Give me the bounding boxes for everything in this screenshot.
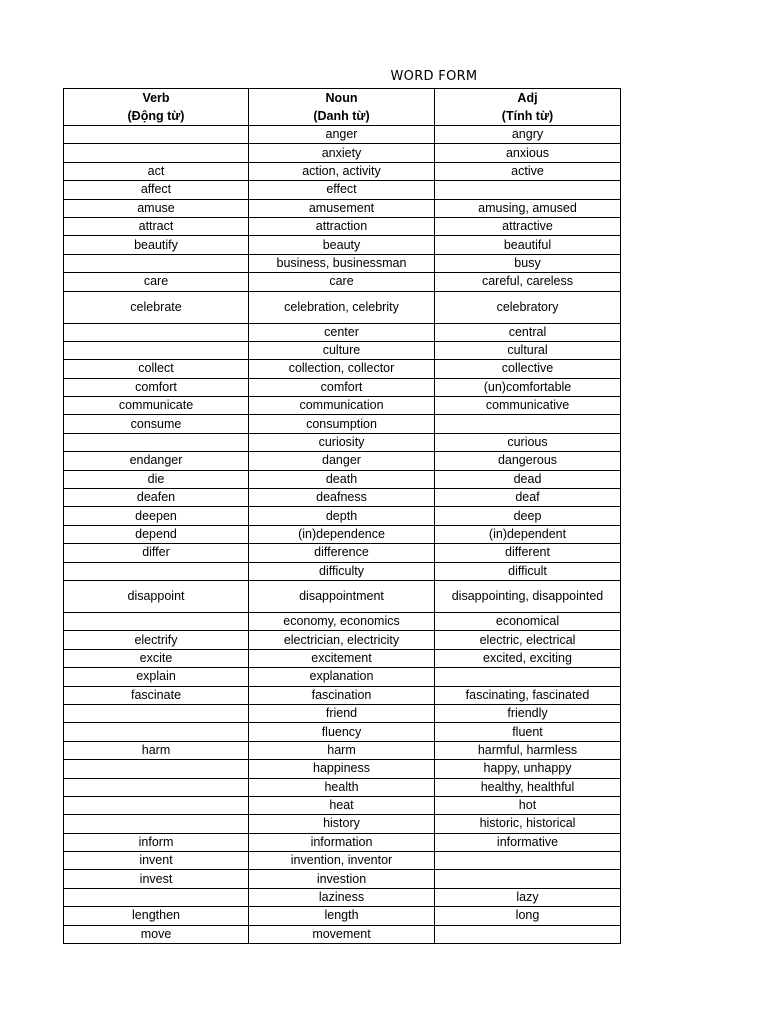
noun-cell: friend	[249, 704, 435, 722]
header-noun-label: Noun	[325, 91, 358, 105]
table-row	[64, 562, 621, 580]
table-row	[64, 723, 621, 741]
table-row	[64, 452, 621, 470]
table-row	[64, 704, 621, 722]
verb-cell: explain	[64, 668, 249, 686]
adj-cell: anxious	[435, 144, 621, 162]
verb-cell: amuse	[64, 199, 249, 217]
table-row	[64, 852, 621, 870]
noun-cell: communication	[249, 397, 435, 415]
verb-cell: electrify	[64, 631, 249, 649]
adj-cell: disappointing, disappointed	[435, 580, 621, 612]
adj-cell: fascinating, fascinated	[435, 686, 621, 704]
verb-cell	[64, 760, 249, 778]
table-header-row	[64, 89, 621, 126]
adj-cell: harmful, harmless	[435, 741, 621, 759]
header-verb	[64, 89, 249, 126]
adj-cell: fluent	[435, 723, 621, 741]
noun-cell: happiness	[249, 760, 435, 778]
noun-cell: length	[249, 907, 435, 925]
verb-cell: deepen	[64, 507, 249, 525]
noun-cell: invention, inventor	[249, 852, 435, 870]
adj-cell: happy, unhappy	[435, 760, 621, 778]
noun-cell: collection, collector	[249, 360, 435, 378]
table-row	[64, 199, 621, 217]
verb-cell: attract	[64, 217, 249, 235]
verb-cell	[64, 562, 249, 580]
table-row	[64, 360, 621, 378]
verb-cell: consume	[64, 415, 249, 433]
noun-cell: disappointment	[249, 580, 435, 612]
noun-cell: history	[249, 815, 435, 833]
table-row	[64, 925, 621, 943]
noun-cell: electrician, electricity	[249, 631, 435, 649]
noun-cell: amusement	[249, 199, 435, 217]
verb-cell	[64, 778, 249, 796]
adj-cell	[435, 870, 621, 888]
table-row	[64, 833, 621, 851]
verb-cell: excite	[64, 649, 249, 667]
noun-cell: information	[249, 833, 435, 851]
noun-cell: death	[249, 470, 435, 488]
noun-cell: (in)dependence	[249, 525, 435, 543]
noun-cell: consumption	[249, 415, 435, 433]
noun-cell: effect	[249, 181, 435, 199]
noun-cell: comfort	[249, 378, 435, 396]
table-row	[64, 796, 621, 814]
verb-cell	[64, 704, 249, 722]
noun-cell: laziness	[249, 888, 435, 906]
table-row	[64, 544, 621, 562]
verb-cell: lengthen	[64, 907, 249, 925]
adj-cell: difficult	[435, 562, 621, 580]
header-adj-label: Adj	[517, 91, 538, 105]
adj-cell: deep	[435, 507, 621, 525]
table-row	[64, 525, 621, 543]
table-row	[64, 741, 621, 759]
header-adj-vi-label: (Tính từ)	[501, 109, 554, 123]
header-noun-vi-label: (Danh từ)	[313, 109, 370, 123]
adj-cell: collective	[435, 360, 621, 378]
header-noun	[249, 89, 435, 126]
adj-cell: long	[435, 907, 621, 925]
table-row	[64, 686, 621, 704]
verb-cell: depend	[64, 525, 249, 543]
table-row	[64, 181, 621, 199]
header-adj	[435, 89, 621, 126]
table-row	[64, 397, 621, 415]
word-form-table	[63, 88, 621, 944]
table-row	[64, 907, 621, 925]
verb-cell	[64, 612, 249, 630]
noun-cell: depth	[249, 507, 435, 525]
table-body	[64, 126, 621, 944]
table-row	[64, 162, 621, 180]
table-row	[64, 254, 621, 272]
adj-cell	[435, 415, 621, 433]
verb-cell: collect	[64, 360, 249, 378]
adj-cell: communicative	[435, 397, 621, 415]
noun-cell: culture	[249, 341, 435, 359]
adj-cell: active	[435, 162, 621, 180]
adj-cell: hot	[435, 796, 621, 814]
verb-cell: differ	[64, 544, 249, 562]
page-title: WORD FORM	[390, 69, 478, 84]
table-row	[64, 126, 621, 144]
noun-cell: fluency	[249, 723, 435, 741]
adj-cell: excited, exciting	[435, 649, 621, 667]
adj-cell: careful, careless	[435, 273, 621, 291]
noun-cell: anger	[249, 126, 435, 144]
noun-cell: difference	[249, 544, 435, 562]
verb-cell: inform	[64, 833, 249, 851]
adj-cell: amusing, amused	[435, 199, 621, 217]
noun-cell: anxiety	[249, 144, 435, 162]
adj-cell: electric, electrical	[435, 631, 621, 649]
noun-cell: care	[249, 273, 435, 291]
noun-cell: fascination	[249, 686, 435, 704]
adj-cell: dead	[435, 470, 621, 488]
table-row	[64, 341, 621, 359]
noun-cell: attraction	[249, 217, 435, 235]
verb-cell: harm	[64, 741, 249, 759]
verb-cell: comfort	[64, 378, 249, 396]
verb-cell	[64, 144, 249, 162]
table-row	[64, 236, 621, 254]
verb-cell: deafen	[64, 489, 249, 507]
noun-cell: beauty	[249, 236, 435, 254]
verb-cell: celebrate	[64, 291, 249, 323]
table-row	[64, 631, 621, 649]
noun-cell: harm	[249, 741, 435, 759]
table-row	[64, 870, 621, 888]
noun-cell: curiosity	[249, 433, 435, 451]
noun-cell: business, businessman	[249, 254, 435, 272]
verb-cell	[64, 723, 249, 741]
adj-cell: (un)comfortable	[435, 378, 621, 396]
adj-cell	[435, 852, 621, 870]
table-row	[64, 378, 621, 396]
table-row	[64, 668, 621, 686]
table-row	[64, 760, 621, 778]
noun-cell: danger	[249, 452, 435, 470]
noun-cell: investion	[249, 870, 435, 888]
verb-cell	[64, 341, 249, 359]
table-row	[64, 291, 621, 323]
noun-cell: excitement	[249, 649, 435, 667]
table-row	[64, 415, 621, 433]
adj-cell: busy	[435, 254, 621, 272]
noun-cell: movement	[249, 925, 435, 943]
table-row	[64, 217, 621, 235]
table-row	[64, 888, 621, 906]
table-row	[64, 323, 621, 341]
adj-cell: deaf	[435, 489, 621, 507]
adj-cell	[435, 668, 621, 686]
verb-cell: care	[64, 273, 249, 291]
noun-cell: action, activity	[249, 162, 435, 180]
adj-cell: lazy	[435, 888, 621, 906]
verb-cell: affect	[64, 181, 249, 199]
noun-cell: center	[249, 323, 435, 341]
adj-cell: (in)dependent	[435, 525, 621, 543]
table-row	[64, 507, 621, 525]
table-row	[64, 612, 621, 630]
noun-cell: celebration, celebrity	[249, 291, 435, 323]
table-row	[64, 489, 621, 507]
adj-cell: historic, historical	[435, 815, 621, 833]
table-row	[64, 470, 621, 488]
verb-cell	[64, 254, 249, 272]
table-row	[64, 649, 621, 667]
verb-cell	[64, 323, 249, 341]
table-row	[64, 580, 621, 612]
adj-cell: cultural	[435, 341, 621, 359]
table-row	[64, 778, 621, 796]
adj-cell: central	[435, 323, 621, 341]
verb-cell	[64, 796, 249, 814]
noun-cell: economy, economics	[249, 612, 435, 630]
verb-cell: endanger	[64, 452, 249, 470]
adj-cell: angry	[435, 126, 621, 144]
verb-cell: act	[64, 162, 249, 180]
adj-cell: economical	[435, 612, 621, 630]
adj-cell: curious	[435, 433, 621, 451]
verb-cell: fascinate	[64, 686, 249, 704]
verb-cell	[64, 126, 249, 144]
verb-cell: invent	[64, 852, 249, 870]
table-row	[64, 273, 621, 291]
table-row	[64, 433, 621, 451]
table-row	[64, 144, 621, 162]
verb-cell: communicate	[64, 397, 249, 415]
adj-cell: different	[435, 544, 621, 562]
verb-cell: move	[64, 925, 249, 943]
adj-cell: healthy, healthful	[435, 778, 621, 796]
verb-cell: die	[64, 470, 249, 488]
verb-cell: invest	[64, 870, 249, 888]
adj-cell	[435, 181, 621, 199]
noun-cell: health	[249, 778, 435, 796]
header-verb-vi-label: (Động từ)	[127, 109, 185, 123]
noun-cell: heat	[249, 796, 435, 814]
adj-cell: informative	[435, 833, 621, 851]
adj-cell: friendly	[435, 704, 621, 722]
noun-cell: deafness	[249, 489, 435, 507]
verb-cell	[64, 888, 249, 906]
noun-cell: explanation	[249, 668, 435, 686]
adj-cell: beautiful	[435, 236, 621, 254]
noun-cell: difficulty	[249, 562, 435, 580]
verb-cell: disappoint	[64, 580, 249, 612]
verb-cell	[64, 815, 249, 833]
header-verb-label: Verb	[142, 91, 170, 105]
adj-cell: attractive	[435, 217, 621, 235]
adj-cell: dangerous	[435, 452, 621, 470]
adj-cell	[435, 925, 621, 943]
verb-cell: beautify	[64, 236, 249, 254]
adj-cell: celebratory	[435, 291, 621, 323]
verb-cell	[64, 433, 249, 451]
table-row	[64, 815, 621, 833]
